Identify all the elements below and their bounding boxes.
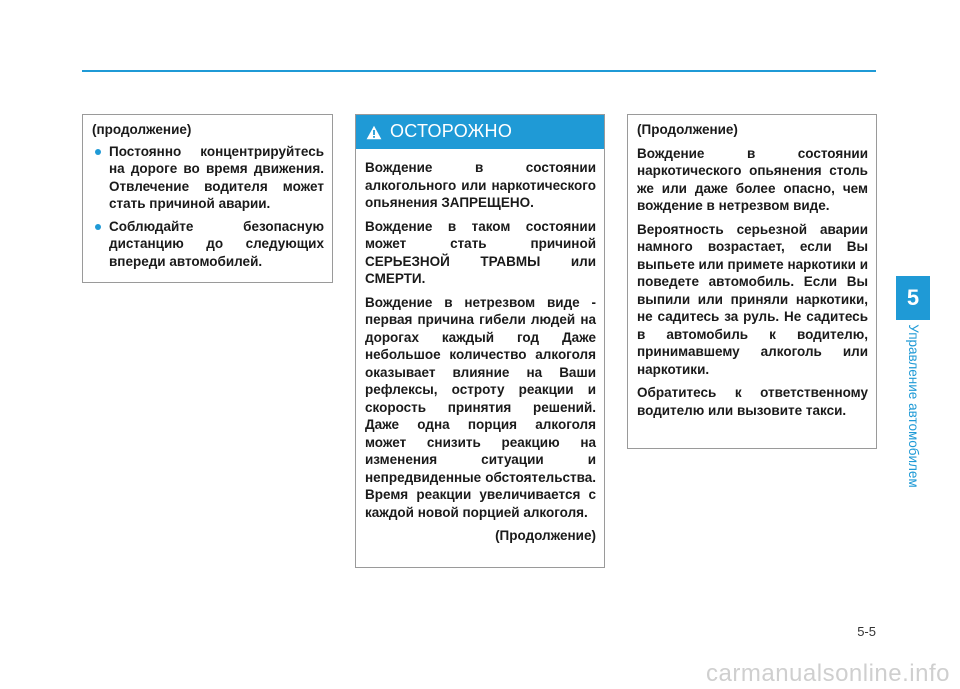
continued-heading: (продолжение) (92, 122, 192, 137)
warning-paragraph: Вероятность серьезной аварии намного возрастает, если Вы выпьете или примете наркотики и поведете автомобиль. Если Вы выпили или приняли наркотики, не садитесь за руль. Не садитесь в автомобиль к водителю, принимавшему алкоголь или наркотики. (637, 221, 868, 377)
warning-box (355, 114, 605, 568)
warning-header (356, 115, 604, 149)
chapter-tab: 5 (896, 276, 930, 320)
warning-paragraph: Вождение в состоянии наркотического опьянения столь же или даже более опасно, чем вождение в нетрезвом виде. (637, 145, 868, 213)
warning-paragraph: Вождение в нетрезвом виде - первая причина гибели людей на дорогах каждый год Даже небольшое количество алкоголя оказывает влияние на Ваши рефлексы, остроту реакции и скорость принятия решений. Даже одна порция алкоголя может снизить реакцию на изменения ситуации и непредвиденные обстоятельства. Время реакции увеличивается с каждой новой порцией алкоголя. (365, 294, 596, 520)
list-item: Постоянно концентрируйтесь на дороге во время движения. Отвлечение водителя может стать причиной аварии. (92, 143, 324, 213)
watermark: carmanualsonline.info (706, 660, 950, 687)
continued-label: (Продолжение) (495, 528, 596, 543)
tips-list (92, 143, 324, 271)
warning-paragraph: Вождение в состоянии алкогольного или наркотического опьянения ЗАПРЕЩЕНО. (365, 160, 596, 210)
warning-body (356, 149, 604, 545)
warning-paragraph: Вождение в таком состоянии может стать причиной СЕРЬЕЗНОЙ ТРАВМЫ или СМЕРТИ. (365, 218, 596, 286)
top-rule (82, 70, 876, 72)
continued-heading: (Продолжение) (637, 122, 738, 137)
page-number: 5-5 (857, 624, 876, 639)
continued-warning-box (627, 114, 877, 449)
list-item: Соблюдайте безопасную дистанцию до следующих впереди автомобилей. (92, 218, 324, 271)
chapter-title: Управление автомобилем (906, 324, 921, 488)
warning-paragraph: Обратитесь к ответственному водителю или вызовите такси. (637, 385, 868, 418)
warning-triangle-icon (366, 125, 382, 140)
warning-title: ОСТОРОЖНО (390, 121, 513, 142)
continued-tips-box (82, 114, 333, 283)
